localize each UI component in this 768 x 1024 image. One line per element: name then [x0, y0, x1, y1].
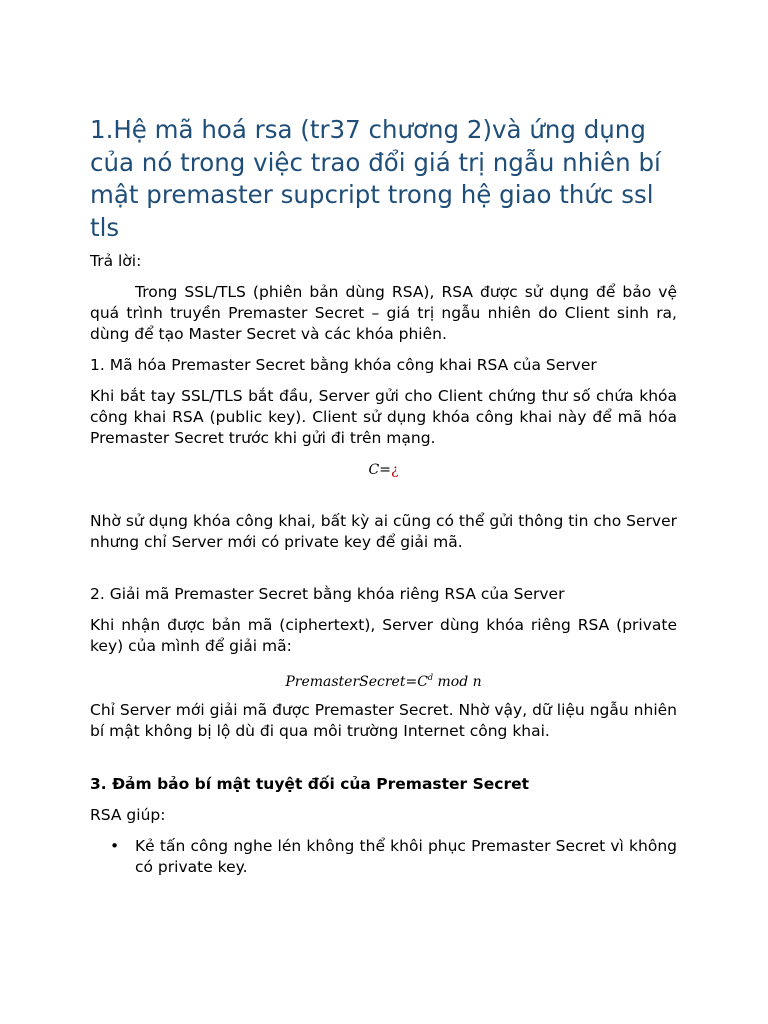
- section1-heading: 1. Mã hóa Premaster Secret bằng khóa công khai RSA của Server: [90, 356, 597, 374]
- formula-decrypt-left: PremasterSecret=C: [285, 674, 428, 690]
- formula-encrypt-rhs: ¿: [390, 462, 399, 478]
- section1-note: Nhờ sử dụng khóa công khai, bất kỳ ai cũng có thể gửi thông tin cho Server nhưng chỉ Server mới có private key để giải mã.: [90, 512, 677, 551]
- answer-label: Trả lời:: [90, 252, 142, 270]
- section2-note: Chỉ Server mới giải mã được Premaster Secret. Nhờ vậy, dữ liệu ngẫu nhiên bí mật không bị lộ dù đi qua môi trường Internet công khai.: [90, 701, 677, 740]
- document-page: [90, 114, 677, 878]
- section2-heading: 2. Giải mã Premaster Secret bằng khóa riêng RSA của Server: [90, 585, 565, 603]
- document-title: 1.Hệ mã hoá rsa (tr37 chương 2)và ứng dụng của nó trong việc trao đổi giá trị ngẫu nhiên bí mật premaster supcript trong hệ giao thức ssl tls: [90, 115, 661, 242]
- section3-bullet-list: [90, 836, 677, 878]
- formula-encrypt-lhs: C=: [368, 462, 391, 478]
- section3-lead: RSA giúp:: [90, 806, 166, 824]
- section3-heading: 3. Đảm bảo bí mật tuyệt đối của Premaster Secret: [90, 775, 530, 793]
- bullet-marker: •: [110, 837, 120, 855]
- section2-body: Khi nhận được bản mã (ciphertext), Server dùng khóa riêng RSA (private key) của mình để giải mã:: [90, 616, 677, 655]
- formula-decrypt-right: mod n: [437, 674, 482, 690]
- list-item: [90, 836, 677, 878]
- formula-decrypt: [90, 668, 677, 692]
- list-item-text: Kẻ tấn công nghe lén không thể khôi phục Premaster Secret vì không có private key.: [135, 837, 677, 876]
- intro-paragraph: Trong SSL/TLS (phiên bản dùng RSA), RSA được sử dụng để bảo vệ quá trình truyền Premaster Secret – giá trị ngẫu nhiên do Client sinh ra, dùng để tạo Master Secret và các khóa phiên.: [90, 283, 677, 343]
- formula-decrypt-exponent: d: [427, 673, 434, 682]
- section1-body: Khi bắt tay SSL/TLS bắt đầu, Server gửi cho Client chứng thư số chứa khóa công khai RSA (public key). Client sử dụng khóa công khai này để mã hóa Premaster Secret trước khi gửi đi trên mạng.: [90, 387, 677, 447]
- formula-encrypt: [90, 460, 677, 480]
